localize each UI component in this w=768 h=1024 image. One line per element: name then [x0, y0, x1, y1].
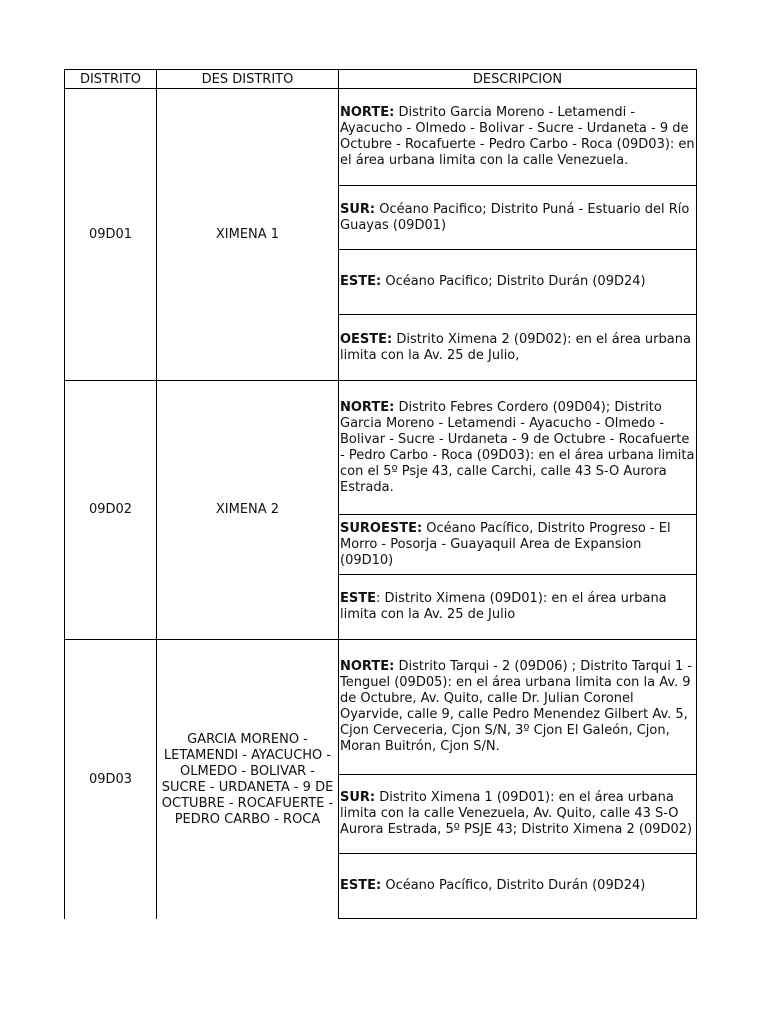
- boundary-entry: [339, 854, 696, 919]
- distrito-name: XIMENA 1: [157, 89, 339, 380]
- boundary-label: SUR:: [340, 201, 376, 217]
- boundary-text: Distrito Ximena 1 (09D01): en el área urbana limita con la calle Venezuela, Av. Quito, calle 43 S-O Aurora Estrada, 5º PSJE 43; Distrito Ximena 2 (09D02): [340, 790, 693, 837]
- description-cell: [339, 381, 696, 639]
- boundary-entry: [339, 89, 696, 186]
- district-table: [64, 69, 697, 919]
- boundary-entry: [339, 775, 696, 854]
- boundary-label: ESTE: [340, 591, 376, 606]
- description-cell: [339, 640, 697, 919]
- header-descripcion: DESCRIPCION: [472, 71, 563, 87]
- boundary-label: NORTE:: [340, 104, 395, 120]
- boundary-entry: [339, 381, 696, 515]
- boundary-label: OESTE:: [340, 331, 393, 347]
- boundary-text: Distrito Garcia Moreno - Letamendi - Ayacucho - Olmedo - Bolivar - Sucre - Urdaneta - 9 de Octubre - Rocafuerte - Pedro Carbo - Roca (09D03): en el área urbana limita con la calle Venezuela.: [340, 104, 695, 168]
- boundary-entry: [339, 315, 696, 380]
- table-row: [64, 381, 697, 640]
- boundary-text: Océano Pacífico, Distrito Durán (09D24): [381, 878, 646, 893]
- boundary-entry: [339, 515, 696, 575]
- boundary-label: ESTE:: [340, 878, 382, 893]
- boundary-label: SUROESTE:: [340, 520, 423, 536]
- boundary-entry: [339, 250, 696, 315]
- distrito-code: 09D03: [65, 640, 157, 919]
- boundary-label: SUR:: [340, 790, 376, 805]
- distrito-name: XIMENA 2: [157, 381, 339, 639]
- boundary-text: Océano Pacífico, Distrito Progreso - El Morro - Posorja - Guayaquil Area de Expansion (09D10): [340, 520, 671, 568]
- distrito-name: GARCIA MORENO - LETAMENDI - AYACUCHO - OLMEDO - BOLIVAR - SUCRE - URDANETA - 9 DE OCTUBRE - ROCAFUERTE - PEDRO CARBO - ROCA: [157, 640, 339, 919]
- boundary-label: ESTE:: [340, 274, 382, 290]
- table-row: [64, 640, 697, 919]
- header-distrito: DISTRITO: [65, 70, 157, 88]
- boundary-text: Océano Pacifico; Distrito Puná - Estuario del Río Guayas (09D01): [340, 201, 690, 233]
- distrito-code: 09D02: [65, 381, 157, 639]
- boundary-text: Océano Pacifico; Distrito Durán (09D24): [381, 274, 646, 290]
- header-des-distrito: DES DISTRITO: [157, 70, 339, 88]
- boundary-label: NORTE:: [340, 659, 395, 674]
- boundary-label: NORTE:: [340, 399, 395, 415]
- boundary-text: : Distrito Ximena (09D01): en el área urbana limita con la Av. 25 de Julio: [340, 591, 667, 622]
- boundary-entry: [339, 575, 696, 639]
- boundary-text: Distrito Ximena 2 (09D02): en el área urbana limita con la Av. 25 de Julio,: [340, 331, 691, 363]
- boundary-text: Distrito Tarqui - 2 (09D06) ; Distrito Tarqui 1 - Tenguel (09D05): en el área urbana limita con la Av. 9 de Octubre, Av. Quito, calle Dr. Julian Coronel Oyarvide, calle 9, calle Pedro Menendez Gilbert Av. 5, Cjon Cerveceria, Cjon S/N, 3º Cjon El Galeón, Cjon, Moran Buitrón, Cjon S/N.: [340, 659, 693, 754]
- distrito-code: 09D01: [65, 89, 157, 380]
- boundary-entry: [339, 186, 696, 251]
- table-header: [64, 69, 697, 89]
- boundary-text: Distrito Febres Cordero (09D04); Distrito Garcia Moreno - Letamendi - Ayacucho - Olmedo - Bolivar - Sucre - Urdaneta - 9 de Octubre - Rocafuerte - Pedro Carbo - Roca (09D03): en el área urbana limita con el 5º Psje 43, calle Carchi, calle 43 S-O Aurora Estrada.: [340, 399, 695, 495]
- table-row: [64, 89, 697, 381]
- description-cell: [339, 89, 696, 380]
- boundary-entry: [339, 640, 696, 775]
